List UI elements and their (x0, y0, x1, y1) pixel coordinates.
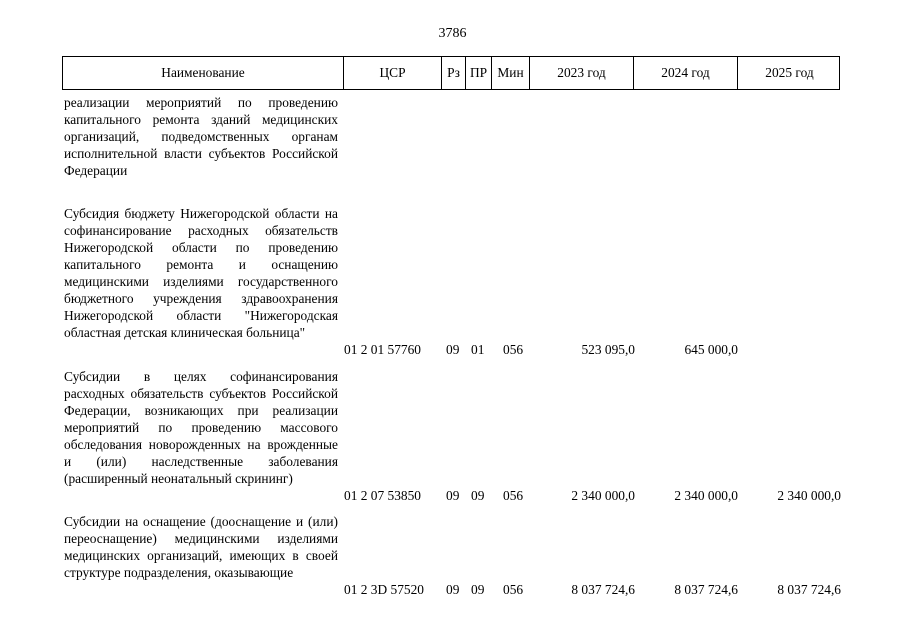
row-csr: 01 2 01 57760 (344, 342, 421, 357)
header-min: Мин (492, 57, 530, 89)
row-value-2023: 8 037 724,6 (571, 582, 635, 597)
page-number: 3786 (438, 26, 467, 41)
row-min: 056 (503, 582, 524, 597)
row-value-2024: 8 037 724,6 (674, 582, 738, 597)
row-pr: 01 (471, 342, 485, 357)
header-pr: ПР (466, 57, 492, 89)
row-value-2024: 645 000,0 (684, 342, 738, 357)
row-pr: 09 (471, 488, 485, 503)
header-2023: 2023 год (530, 57, 634, 89)
header-csr: ЦСР (344, 57, 442, 89)
row-csr: 01 2 3D 57520 (344, 582, 424, 597)
row-value-2025: 8 037 724,6 (777, 582, 841, 597)
row-value-2023: 523 095,0 (581, 342, 635, 357)
row-min: 056 (503, 342, 524, 357)
table-header (62, 56, 840, 90)
row-value-2023: 2 340 000,0 (571, 488, 635, 503)
row-value-2024: 2 340 000,0 (674, 488, 738, 503)
row-rz: 09 (446, 488, 460, 503)
row-min: 056 (503, 488, 524, 503)
row-name: реализации мероприятий по проведению капитального ремонта зданий медицинских организаций, подведомственных органам исполнительной власти субъектов Российской Федерации (64, 95, 338, 178)
row-name: Субсидия бюджету Нижегородской области на софинансирование расходных обязательств Нижегородской области по проведению капитального ремонта и оснащению медицинскими изделиями государственного бюджетного учреждения здравоохранения Нижегородской области "Нижегородская областная детская клиническая больница" (64, 206, 338, 340)
row-csr: 01 2 07 53850 (344, 488, 421, 503)
header-2025: 2025 год (765, 65, 814, 80)
row-pr: 09 (471, 582, 485, 597)
header-2024: 2024 год (634, 57, 738, 89)
row-value-2025: 2 340 000,0 (777, 488, 841, 503)
header-name: Наименование (63, 57, 344, 89)
row-rz: 09 (446, 342, 460, 357)
row-name: Субсидии на оснащение (дооснащение и (или) переоснащение) медицинскими изделиями медицинских организаций, имеющих в своей структуре подразделения, оказывающие (64, 514, 338, 580)
row-rz: 09 (446, 582, 460, 597)
row-name: Субсидии в целях софинансирования расходных обязательств субъектов Российской Федерации, возникающих при реализации мероприятий по проведению массового обследования новорожденных на врожденные и (или) наследственные заболевания (расширенный неонатальный скрининг) (64, 369, 338, 486)
header-rz: Рз (442, 57, 466, 89)
